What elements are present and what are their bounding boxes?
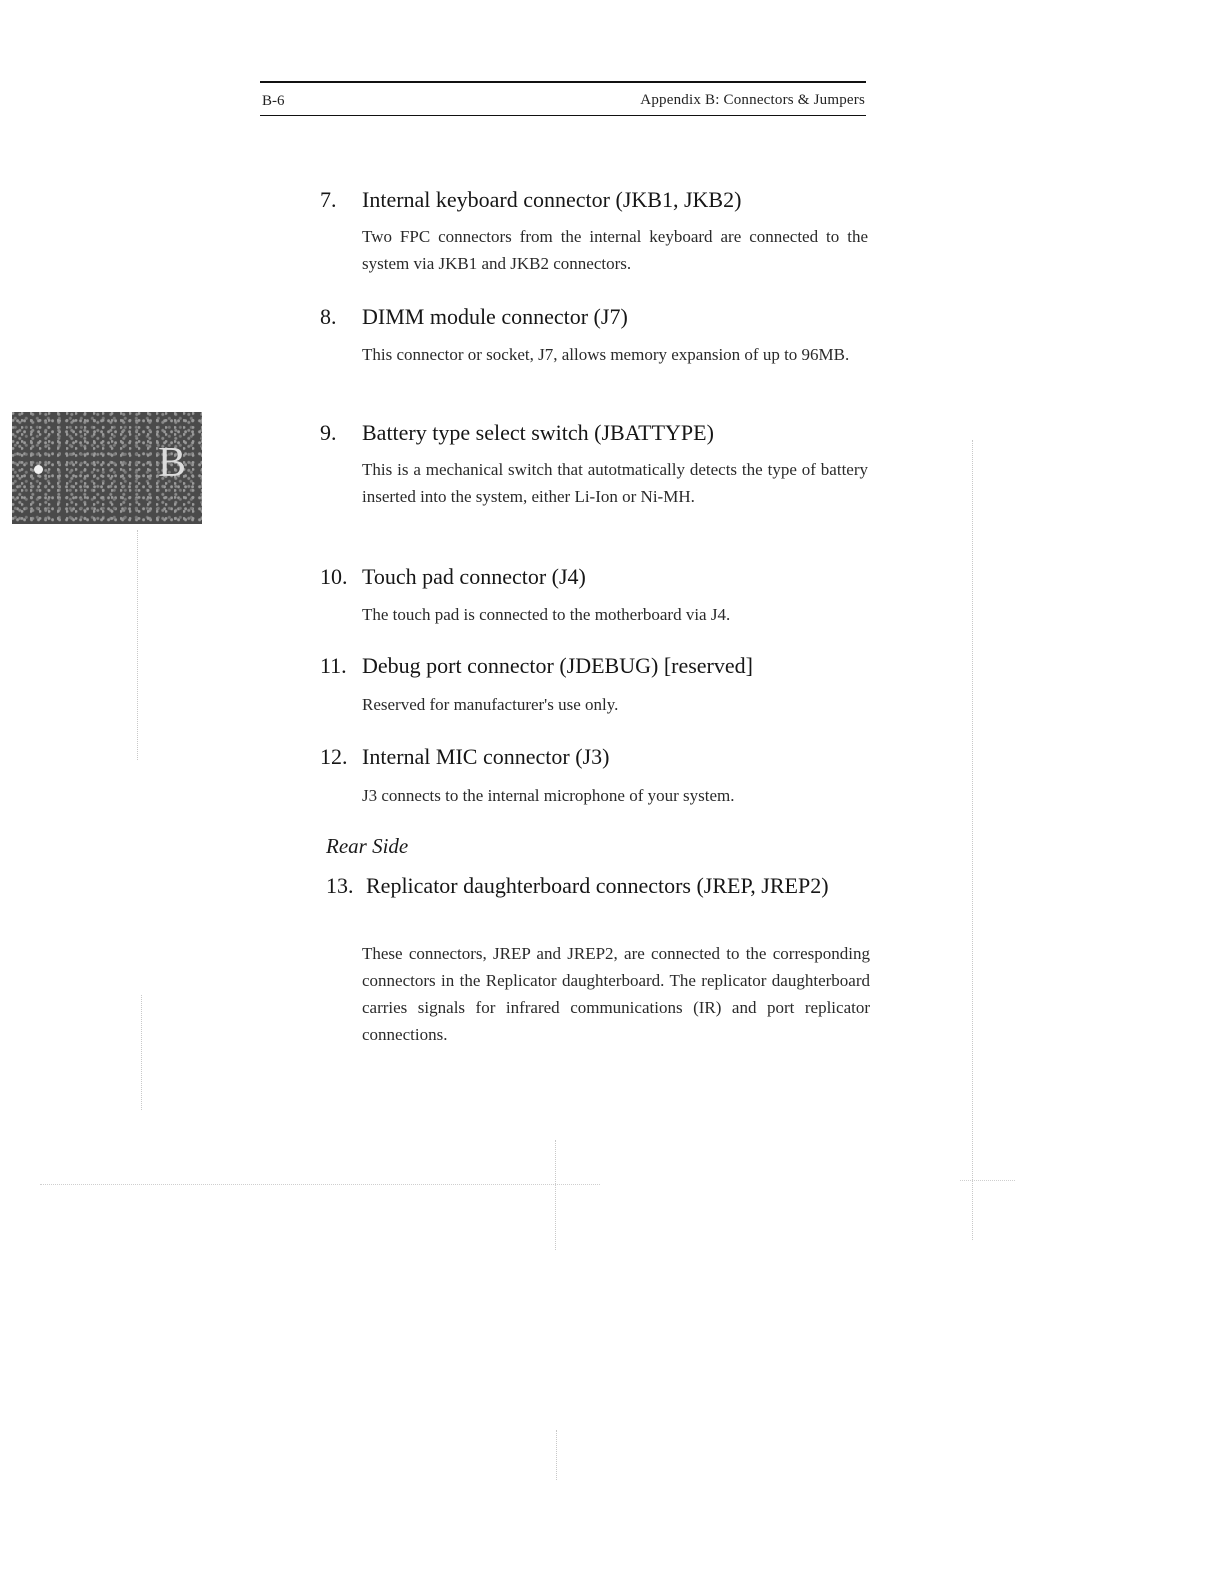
item-11-heading bbox=[320, 652, 753, 680]
item-8-body: This connector or socket, J7, allows memory expansion of up to 96MB. bbox=[362, 345, 850, 364]
item-title: Replicator daughterboard connectors (JREP, JREP2) bbox=[366, 873, 829, 898]
item-11-body: Reserved for manufacturer's use only. bbox=[362, 695, 619, 714]
item-7-heading bbox=[320, 186, 741, 214]
scan-artifact-line bbox=[960, 1180, 1015, 1181]
item-title: Internal MIC connector (J3) bbox=[362, 744, 610, 769]
item-number: 12. bbox=[320, 744, 348, 769]
thumb-dot-icon bbox=[34, 465, 43, 474]
item-number: 10. bbox=[320, 564, 348, 589]
scan-artifact-line bbox=[40, 1184, 600, 1185]
thumb-tab-letter: B bbox=[158, 440, 187, 486]
item-8-heading bbox=[320, 303, 628, 331]
running-title: Appendix B: Connectors & Jumpers bbox=[640, 92, 865, 108]
item-9-heading bbox=[320, 419, 714, 447]
header-top-rule bbox=[260, 81, 866, 83]
item-10-body: The touch pad is connected to the motherboard via J4. bbox=[362, 605, 731, 624]
item-9-body: This is a mechanical switch that autotmatically detects the type of battery inserted into the system, either Li-Ion or Ni-MH. bbox=[362, 460, 868, 506]
item-10-heading bbox=[320, 563, 586, 591]
item-title: Touch pad connector (J4) bbox=[362, 564, 586, 589]
header-bottom-rule bbox=[260, 115, 866, 116]
item-number: 7. bbox=[320, 187, 337, 212]
scan-artifact-line bbox=[141, 995, 142, 1110]
item-12-body: J3 connects to the internal microphone of your system. bbox=[362, 786, 735, 805]
item-title: DIMM module connector (J7) bbox=[362, 304, 628, 329]
item-13-heading bbox=[326, 872, 870, 900]
page-number: B-6 bbox=[262, 93, 285, 109]
scan-artifact-line bbox=[137, 530, 138, 760]
scan-artifact-line bbox=[555, 1140, 556, 1250]
scan-artifact-line bbox=[556, 1430, 557, 1480]
chapter-thumb-tab bbox=[12, 412, 202, 524]
item-12-heading bbox=[320, 743, 609, 771]
item-title: Battery type select switch (JBATTYPE) bbox=[362, 420, 714, 445]
scan-artifact-line bbox=[972, 440, 973, 1240]
item-number: 8. bbox=[320, 304, 337, 329]
item-number: 9. bbox=[320, 420, 337, 445]
item-title: Internal keyboard connector (JKB1, JKB2) bbox=[362, 187, 742, 212]
item-number: 13. bbox=[326, 873, 354, 898]
item-number: 11. bbox=[320, 653, 347, 678]
item-title: Debug port connector (JDEBUG) [reserved] bbox=[362, 653, 753, 678]
item-7-body: Two FPC connectors from the internal keyboard are connected to the system via JKB1 and JKB2 connectors. bbox=[362, 227, 868, 273]
section-label-rear-side: Rear Side bbox=[326, 834, 409, 858]
item-13-body: These connectors, JREP and JREP2, are connected to the corresponding connectors in the Replicator daughterboard. The replicator daughterboard carries signals for infrared communications (IR) and port replicator connections. bbox=[362, 944, 870, 1044]
